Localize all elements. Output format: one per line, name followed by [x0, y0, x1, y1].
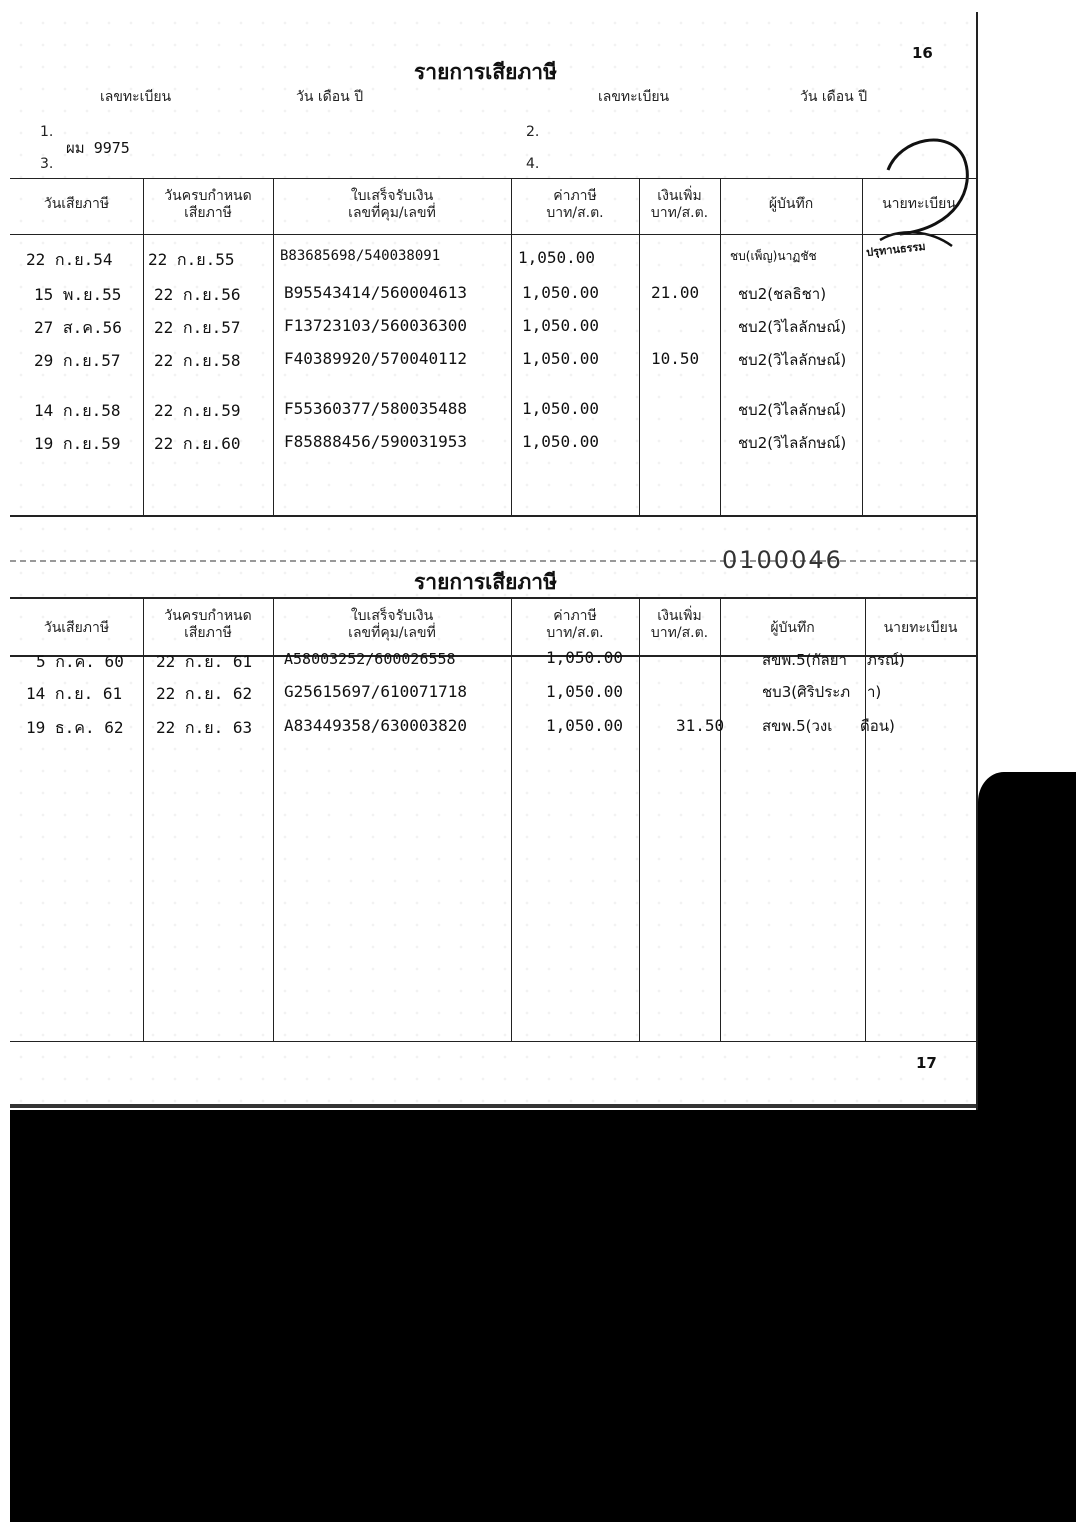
scanned-page: 16 รายการเสียภาษี เลขทะเบียน วัน เดือน ปี เลขทะเบียน วัน เดือน ปี 1. ผม 9975 2. 3. 4. วันเสียภาษี วันครบกำหนด เสียภาษี ใบเสร็จรับเงิน เลขที่คุม/เลขที่ ค่าภาษี บาท/ส.ต. เงินเพิ่ม บาท/ส.ต. ผู้บันทึก นายทะเบียน 22 ก.ย.54 22 ก.ย.55 B83685698/540038091 1,050.00 ชบ(เพ็ญ)นาฏชัช ปรุทานธรรม 15 พ.ย.55 22 ก.ย.56 B95543414/560004613 1,050.00 21.00 ชบ2(ชลธิชา) 27 ส.ค.56 22 ก.ย.57 F13723103/560036300 1,050.00 ชบ2(วิไลลักษณ์) 29 ก.ย.57 22 ก.ย.58 F40389920/570040112 1,050.00 10.50 ชบ2(วิไลลักษณ์) 14 ก.ย.58 22 ก.ย.59 F55360377/580035488 1,050.00 ชบ2(วิไลลักษณ์) 19 ก.ย.59 22 ก.ย.60 F85888456/590031953 1,050.00 ชบ2(วิไลลักษณ์) 0100046 รายการเสียภาษี วันเสียภาษี วันครบกำหนด เสียภาษี ใบเสร็จรับเงิน เลขที่คุม/เลขที่ ค่าภาษี บาท/ส.ต. เงินเพิ่ม บาท/ส.ต. ผู้บันทึก นายทะเบียน 5 ก.ค. 60 22 ก.ย. 61 A58003252/600026558 1,050.00 สขพ.5(กัลยา ภรณ์) 14 ก.ย. 61 22 ก.ย. 62 G25615697/610071718 1,050.00 ชบ3(ศิริประภ า) 19 ธ.ค. 62 22 ก.ย. 63 A83449358/630003820 1,050.00 31.50 สขพ.5(วงเ ดือน) 17 — [0, 0, 1076, 1522]
t1-header-tax: ค่าภาษี บาท/ส.ต. — [546, 188, 604, 221]
t2-header-receipt: ใบเสร็จรับเงิน เลขที่คุม/เลขที่ — [348, 608, 436, 641]
t1-header-receipt: ใบเสร็จรับเงิน เลขที่คุม/เลขที่ — [348, 188, 436, 221]
t2-header-recorder: ผู้บันทึก — [770, 620, 815, 636]
stamp-number: 0100046 — [722, 546, 843, 574]
page-number-top: 16 — [912, 44, 933, 62]
t1-header-registrar: นายทะเบียน — [882, 196, 956, 212]
label-reg-right: เลขทะเบียน — [598, 89, 670, 105]
t2-header-tax: ค่าภาษี บาท/ส.ต. — [546, 608, 604, 641]
t2-header-registrar: นายทะเบียน — [883, 620, 958, 636]
t1-header-due-date: วันครบกำหนด เสียภาษี — [164, 188, 252, 221]
scan-black-area — [10, 1110, 1076, 1522]
t2-header-extra: เงินเพิ่ม บาท/ส.ต. — [650, 608, 709, 641]
entry-3-num: 3. — [40, 156, 54, 172]
t1-header-extra: เงินเพิ่ม บาท/ส.ต. — [650, 188, 709, 221]
t1-header-pay-date: วันเสียภาษี — [43, 196, 110, 212]
scan-shadow — [978, 772, 1076, 1110]
top-section-title: รายการเสียภาษี — [414, 59, 557, 84]
entry-1-num: 1. — [40, 124, 54, 140]
label-date-right: วัน เดือน ปี — [800, 89, 868, 105]
entry-1-value: ผม 9975 — [66, 139, 130, 157]
t2-header-pay-date: วันเสียภาษี — [43, 620, 110, 636]
page-bottom-edge — [10, 1104, 976, 1108]
entry-2-num: 2. — [526, 124, 540, 140]
page-number-bottom: 17 — [916, 1054, 937, 1072]
t1-header-recorder: ผู้บันทึก — [768, 196, 814, 212]
bottom-section-title: รายการเสียภาษี — [414, 569, 557, 594]
t2-header-due-date: วันครบกำหนด เสียภาษี — [164, 608, 252, 641]
label-reg-left: เลขทะเบียน — [100, 89, 172, 105]
entry-4-num: 4. — [526, 156, 540, 172]
label-date-left: วัน เดือน ปี — [296, 89, 364, 105]
